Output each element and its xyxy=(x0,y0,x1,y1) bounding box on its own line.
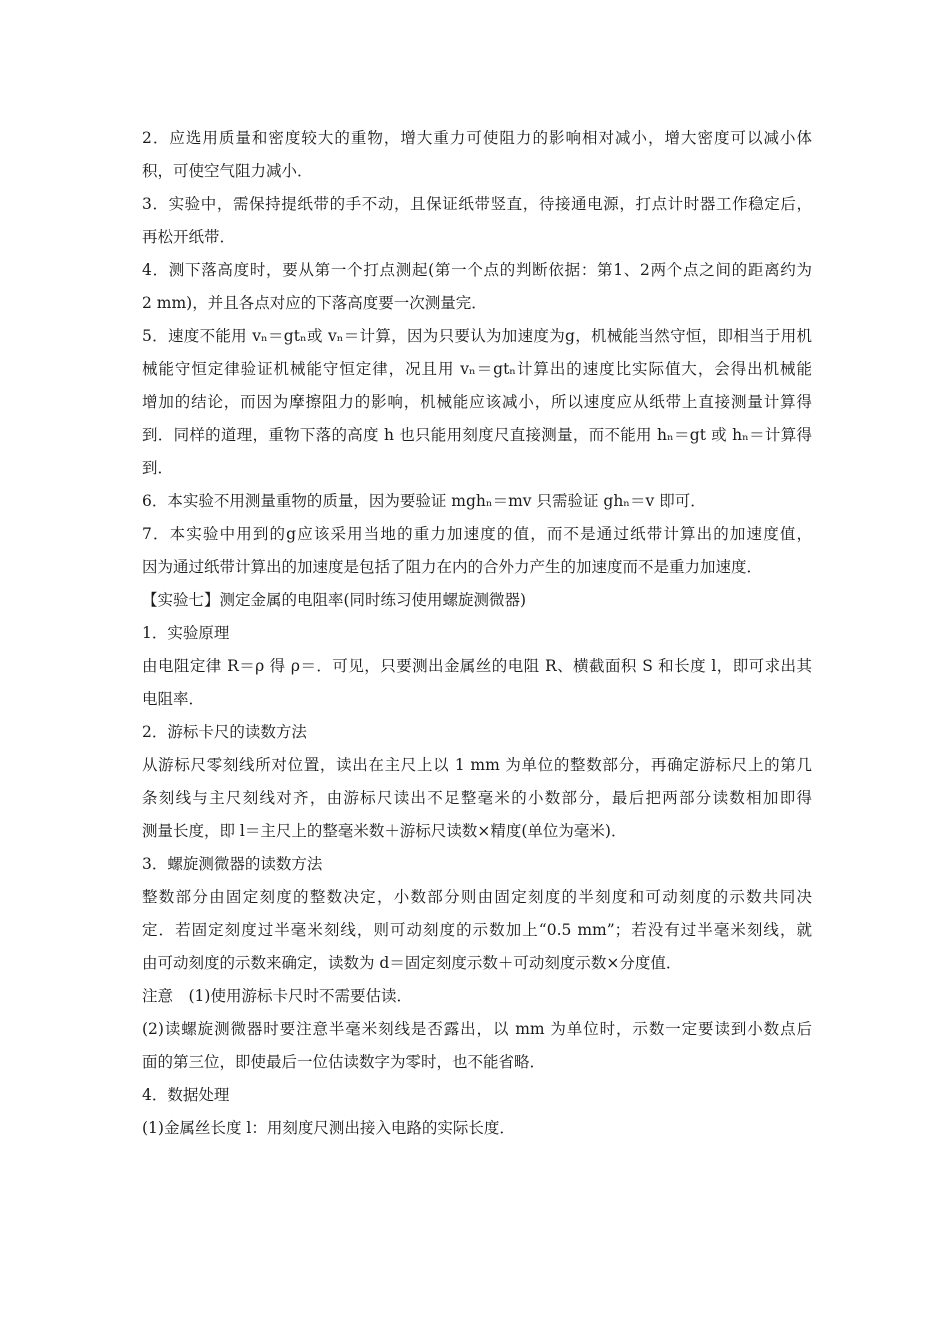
text-line: 4．测下落高度时，要从第一个打点测起(第一个点的判断依据：第1、2两个点之间的距离约为 xyxy=(142,261,812,279)
text-line: 条刻线与主尺刻线对齐，由游标尺读出不足整毫米的小数部分，最后把两部分读数相加即得 xyxy=(142,789,812,807)
text-line: 3．实验中，需保持提纸带的手不动，且保证纸带竖直，待接通电源，打点计时器工作稳定后， xyxy=(142,195,812,213)
subsection-heading: 3．螺旋测微器的读数方法 xyxy=(142,855,323,873)
subsection-heading: 1．实验原理 xyxy=(142,624,230,642)
text-line: 械能守恒定律验证机械能守恒定律，况且用 vₙ＝gtₙ计算出的速度比实际值大，会得出机械能 xyxy=(142,360,812,378)
text-line: 测量长度，即 l＝主尺上的整毫米数＋游标尺读数×精度(单位为毫米)． xyxy=(142,822,627,840)
text-line: 从游标尺零刻线所对位置，读出在主尺上以 1 mm 为单位的整数部分，再确定游标尺上的第几 xyxy=(142,756,812,774)
text-line: 6．本实验不用测量重物的质量，因为要验证 mghₙ＝mv 只需验证 ghₙ＝v 即可． xyxy=(142,492,706,510)
text-line: 由可动刻度的示数来确定，读数为 d＝固定刻度示数＋可动刻度示数×分度值． xyxy=(142,954,682,972)
text-line: 整数部分由固定刻度的整数决定，小数部分则由固定刻度的半刻度和可动刻度的示数共同决 xyxy=(142,888,812,906)
note-line: 面的第三位，即使最后一位估读数字为零时，也不能省略． xyxy=(142,1053,546,1071)
text-line: 增加的结论，而因为摩擦阻力的影响，机械能应该减小，所以速度应从纸带上直接测量计算得 xyxy=(142,393,812,411)
text-line: 到．同样的道理，重物下落的高度 h 也只能用刻度尺直接测量，而不能用 hₙ＝gt 或 hₙ＝计算得 xyxy=(142,426,812,444)
section-heading: 【实验七】测定金属的电阻率(同时练习使用螺旋测微器) xyxy=(142,591,527,609)
note-line: 注意 (1)使用游标卡尺时不需要估读． xyxy=(142,987,412,1005)
text-line: (1)金属丝长度 l：用刻度尺测出接入电路的实际长度． xyxy=(142,1119,515,1137)
text-line: 2 mm)，并且各点对应的下落高度要一次测量完． xyxy=(142,294,487,312)
text-line: 积，可使空气阻力减小． xyxy=(142,162,313,180)
document-body xyxy=(142,122,812,1145)
text-line: 由电阻定律 R＝ρ 得 ρ＝．可见，只要测出金属丝的电阻 R、横截面积 S 和长度 l，即可求出其 xyxy=(142,657,812,675)
note-line: (2)读螺旋测微器时要注意半毫米刻线是否露出，以 mm 为单位时，示数一定要读到小数点后 xyxy=(142,1020,812,1038)
text-line: 到． xyxy=(142,459,174,477)
text-line: 2．应选用质量和密度较大的重物，增大重力可使阻力的影响相对减小，增大密度可以减小体 xyxy=(142,129,812,147)
text-line: 7．本实验中用到的g应该采用当地的重力加速度的值，而不是通过纸带计算出的加速度值， xyxy=(142,525,812,543)
text-line: 定．若固定刻度过半毫米刻线，则可动刻度的示数加上“0.5 mm”；若没有过半毫米刻线，就 xyxy=(142,921,812,939)
text-line: 再松开纸带． xyxy=(142,228,236,246)
subsection-heading: 4．数据处理 xyxy=(142,1086,230,1104)
subsection-heading: 2．游标卡尺的读数方法 xyxy=(142,723,307,741)
text-line: 5．速度不能用 vₙ＝gtₙ或 vₙ＝计算，因为只要认为加速度为g，机械能当然守恒，即相当于用机 xyxy=(142,327,812,345)
text-line: 因为通过纸带计算出的加速度是包括了阻力在内的合外力产生的加速度而不是重力加速度． xyxy=(142,558,763,576)
text-line: 电阻率． xyxy=(142,690,205,708)
